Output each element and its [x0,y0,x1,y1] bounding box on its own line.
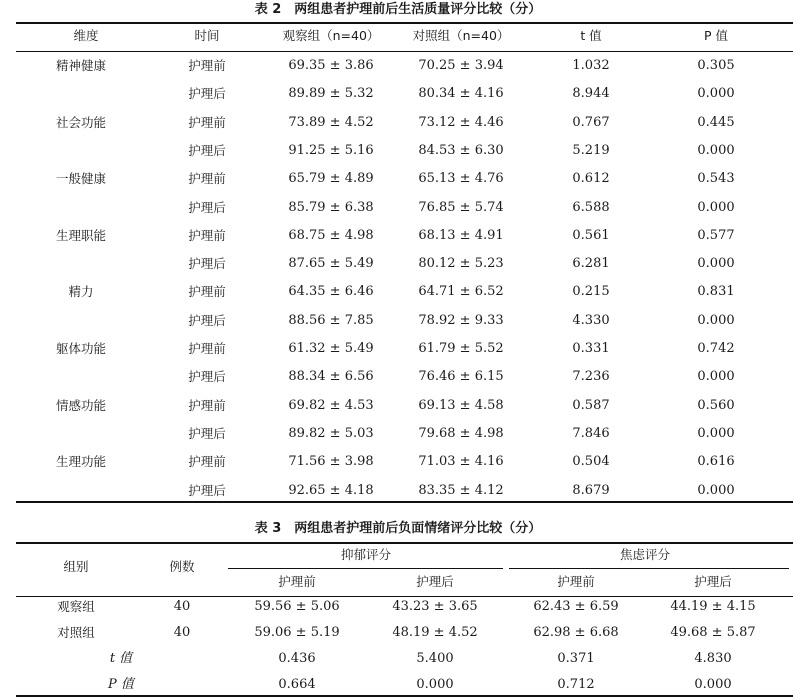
row-time: 护理后 [188,256,226,272]
row-control-value: 65.13 ± 4.76 [418,171,504,187]
row-p-value: 0.742 [697,341,735,356]
row-p-value: 0.000 [697,199,735,215]
row-control-value: 79.68 ± 4.98 [418,425,504,441]
row-t-value: 1.032 [572,58,610,73]
row-t-value: 6.281 [572,256,610,272]
row-t-value: 0.504 [572,454,610,470]
table2-header-control: 对照组（n=40） [412,28,510,43]
row-observation-value: 71.56 ± 3.98 [288,454,374,470]
row-depression-before: 0.436 [278,651,316,666]
row-control-value: 84.53 ± 6.30 [418,142,504,158]
row-anxiety-before: 0.712 [557,677,595,692]
table3-header-dep-after: 护理后 [416,574,454,589]
row-t-value: 4.330 [572,312,610,328]
table3-header-rule [16,596,793,597]
table3-header-anxiety: 焦虑评分 [619,547,671,562]
row-t-value: 0.561 [572,227,610,243]
row-control-value: 80.12 ± 5.23 [418,256,504,272]
table3-caption: 表 3 两组患者护理前后负面情绪评分比较（分） [254,521,542,536]
row-depression-after: 0.000 [416,677,454,692]
row-t-value: 0.331 [572,341,610,356]
row-time: 护理前 [188,454,226,470]
row-depression-before: 59.06 ± 5.19 [254,625,340,640]
row-time: 护理前 [188,58,226,73]
table3-top-rule [16,542,793,544]
row-dimension: 社会功能 [55,114,107,130]
row-observation-value: 89.82 ± 5.03 [288,425,374,441]
row-anxiety-after: 0.000 [694,677,732,692]
row-control-value: 83.35 ± 4.12 [418,482,504,498]
row-dimension: 一般健康 [55,171,107,187]
row-control-value: 73.12 ± 4.46 [418,114,504,130]
row-observation-value: 92.65 ± 4.18 [288,482,374,498]
row-observation-value: 64.35 ± 6.46 [288,284,374,300]
row-observation-value: 91.25 ± 5.16 [288,142,374,158]
row-depression-before: 0.664 [278,677,316,692]
row-control-value: 70.25 ± 3.94 [418,58,504,73]
row-dimension: 精神健康 [55,58,107,73]
row-anxiety-after: 44.19 ± 4.15 [670,599,756,614]
row-t-value: 0.612 [572,171,610,187]
table2-caption: 表 2 两组患者护理前后生活质量评分比较（分） [254,2,542,17]
row-time: 护理后 [188,142,226,158]
row-p-value: 0.000 [697,369,735,385]
row-observation-value: 85.79 ± 6.38 [288,199,374,215]
row-dimension: 精力 [68,284,94,300]
row-time: 护理前 [188,284,226,300]
row-control-value: 78.92 ± 9.33 [418,312,504,328]
row-time: 护理后 [188,312,226,328]
table3-header-count: 例数 [169,559,195,574]
row-depression-after: 43.23 ± 3.65 [392,599,478,614]
row-count: 40 [173,599,191,614]
row-time: 护理前 [188,171,226,187]
row-p-value: 0.000 [697,312,735,328]
table2-bottom-rule [16,501,793,503]
row-t-value: 0.587 [572,397,610,413]
row-observation-value: 69.82 ± 4.53 [288,397,374,413]
row-p-value: 0.305 [697,58,735,73]
row-observation-value: 73.89 ± 4.52 [288,114,374,130]
row-control-value: 69.13 ± 4.58 [418,397,504,413]
row-time: 护理后 [188,482,226,498]
row-count: 40 [173,625,191,640]
row-p-value: 0.000 [697,256,735,272]
table3-header-dep-before: 护理前 [278,574,316,589]
row-depression-before: 59.56 ± 5.06 [254,599,340,614]
table2-header-dimension: 维度 [73,28,99,43]
row-dimension: 生理职能 [55,227,107,243]
row-observation-value: 89.89 ± 5.32 [288,86,374,102]
row-control-value: 68.13 ± 4.91 [418,227,504,243]
row-p-value: 0.560 [697,397,735,413]
row-control-value: 76.85 ± 5.74 [418,199,504,215]
row-p-value: 0.000 [697,86,735,102]
row-group: 对照组 [57,625,95,640]
row-control-value: 71.03 ± 4.16 [418,454,504,470]
row-control-value: 80.34 ± 4.16 [418,86,504,102]
row-time: 护理后 [188,369,226,385]
table3-header-anx-after: 护理后 [694,574,732,589]
table2-header-observation: 观察组（n=40） [282,28,380,43]
row-anxiety-before: 62.43 ± 6.59 [533,599,619,614]
row-observation-value: 61.32 ± 5.49 [288,341,374,356]
row-p-value: 0.543 [697,171,735,187]
row-group: t 值 [109,651,133,666]
row-time: 护理前 [188,397,226,413]
table2-header-time: 时间 [194,28,220,43]
row-t-value: 0.215 [572,284,610,300]
row-time: 护理前 [188,114,226,130]
row-dimension: 情感功能 [55,397,107,413]
table3-bottom-rule [16,695,793,697]
row-anxiety-after: 49.68 ± 5.87 [670,625,756,640]
row-t-value: 8.944 [572,86,610,102]
row-observation-value: 87.65 ± 5.49 [288,256,374,272]
row-time: 护理后 [188,199,226,215]
row-t-value: 8.679 [572,482,610,498]
row-t-value: 5.219 [572,142,610,158]
row-time: 护理后 [188,425,226,441]
row-p-value: 0.445 [697,114,735,130]
row-observation-value: 68.75 ± 4.98 [288,227,374,243]
table2-header-rule [16,51,793,52]
table3-header-depression: 抑郁评分 [340,547,392,562]
row-group: P 值 [108,677,134,692]
row-control-value: 61.79 ± 5.52 [418,341,504,356]
row-time: 护理后 [188,86,226,102]
row-control-value: 76.46 ± 6.15 [418,369,504,385]
row-anxiety-after: 4.830 [694,651,732,666]
table2-header-p: P 值 [703,28,729,43]
table3-anxiety-subrule [509,568,789,569]
table2-header-t: t 值 [580,28,602,43]
row-p-value: 0.577 [697,227,735,243]
row-depression-after: 48.19 ± 4.52 [392,625,478,640]
row-control-value: 64.71 ± 6.52 [418,284,504,300]
row-t-value: 7.236 [572,369,610,385]
row-p-value: 0.000 [697,482,735,498]
table2-top-rule [16,22,793,24]
row-observation-value: 65.79 ± 4.89 [288,171,374,187]
table3-depression-subrule [228,568,503,569]
row-t-value: 7.846 [572,425,610,441]
row-dimension: 躯体功能 [55,341,107,356]
row-dimension: 生理功能 [55,454,107,470]
row-observation-value: 88.34 ± 6.56 [288,369,374,385]
row-t-value: 0.767 [572,114,610,130]
row-depression-after: 5.400 [416,651,454,666]
row-p-value: 0.616 [697,454,735,470]
row-time: 护理前 [188,227,226,243]
row-t-value: 6.588 [572,199,610,215]
row-p-value: 0.831 [697,284,735,300]
row-group: 观察组 [57,599,95,614]
row-p-value: 0.000 [697,425,735,441]
table3-header-anx-before: 护理前 [557,574,595,589]
row-observation-value: 88.56 ± 7.85 [288,312,374,328]
row-p-value: 0.000 [697,142,735,158]
table3-header-group: 组别 [63,559,89,574]
row-observation-value: 69.35 ± 3.86 [288,58,374,73]
row-anxiety-before: 62.98 ± 6.68 [533,625,619,640]
row-anxiety-before: 0.371 [557,651,595,666]
row-time: 护理前 [188,341,226,356]
